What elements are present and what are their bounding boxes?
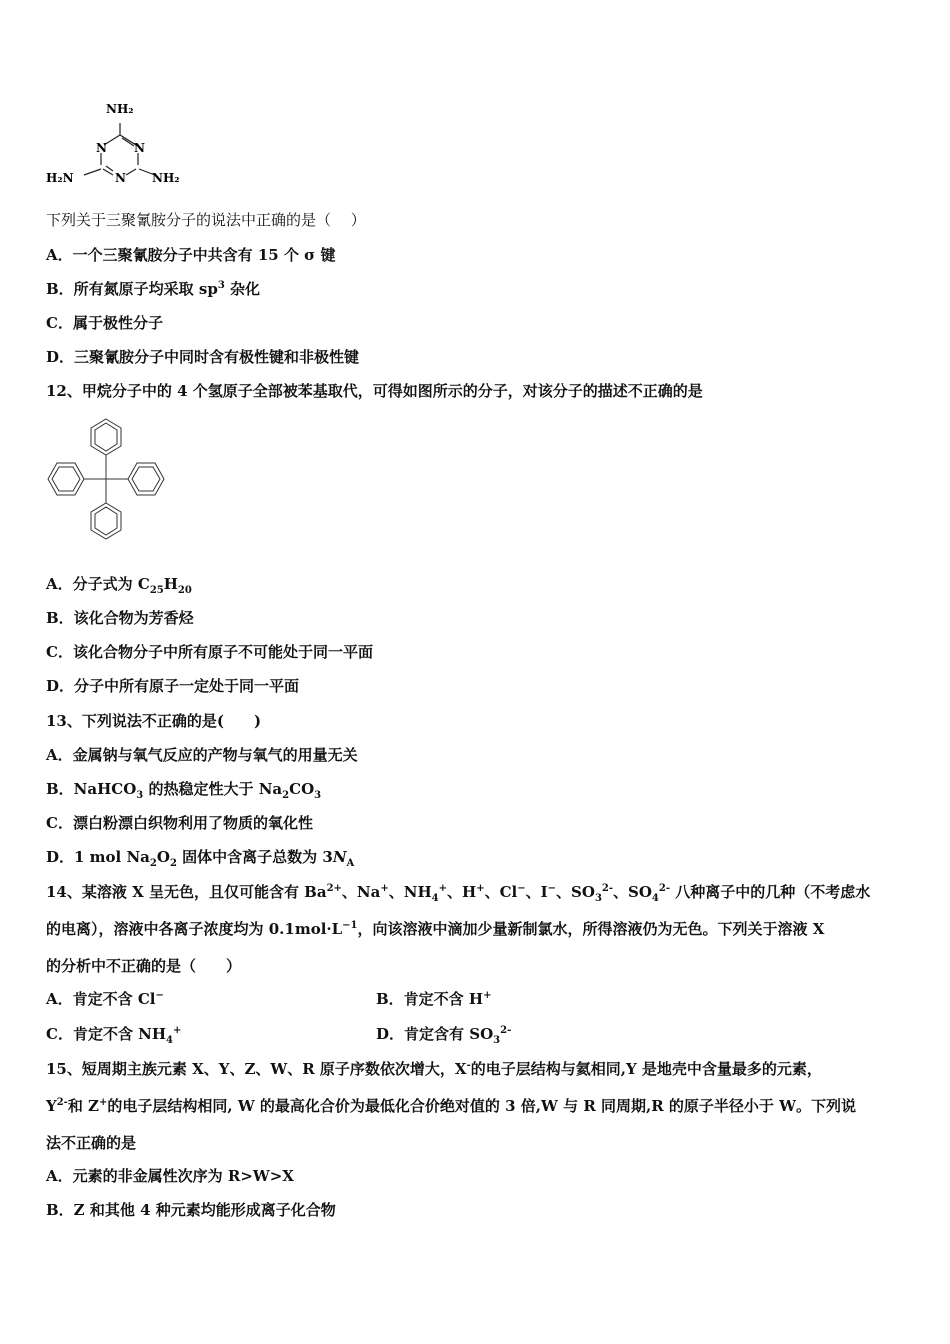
- q15-option-a: A．元素的非金属性次序为 R>W>X: [46, 1167, 294, 1185]
- q13-stem: 13、下列说法不正确的是( ): [46, 712, 262, 730]
- melamine-ring-n3: N: [115, 171, 126, 185]
- q13-option-b: B．NaHCO$_3$ 的热稳定性大于 $Na_2CO_3$: [46, 780, 322, 801]
- q14-option-c: C．肯定不含 $NH_4^+$: [46, 1025, 182, 1046]
- q15-option-b: B．Z 和其他 4 种元素均能形成离子化合物: [46, 1201, 336, 1219]
- q14-option-d: D．肯定含有 $SO_3^{2-}$: [376, 1025, 512, 1046]
- q12-option-d: D．分子中所有原子一定处于同一平面: [46, 677, 300, 695]
- q14-stem-line1: 14、某溶液 X 呈无色，且仅可能含有 $Ba^{2+}$、Na+、$NH_4^+$、H+、Cl−、I−、$SO_3^{2-}$、$SO_4^{2-}$ 八种离子中的几种（不考虑水: [46, 883, 871, 904]
- melamine-ring-n1: N: [96, 141, 107, 155]
- q15-stem-line1: 15、短周期主族元素 X、Y、Z、W、R 原子序数依次增大，X-的电子层结构与氦相同,Y 是地壳中含量最多的元素，: [46, 1060, 822, 1078]
- q15-stem-line2: $Y^{2-}$和 Z+的电子层结构相同, W 的最高化合价为最低化合价绝对值的 3 倍,W 与 R 同周期,R 的原子半径小于 W。下列说: [46, 1097, 856, 1115]
- melamine-top-label: NH₂: [106, 102, 134, 116]
- q11-stem: 下列关于三聚氰胺分子的说法中正确的是（ ）: [46, 211, 366, 229]
- q13-option-d: D．1 mol $Na_2O_2$ 固体中含离子总数为 $3N_A$: [46, 848, 355, 869]
- q14-option-b: B．肯定不含 H+: [376, 990, 492, 1008]
- q13-option-a: A．金属钠与氧气反应的产物与氧气的用量无关: [46, 746, 358, 764]
- q11-option-d: D．三聚氰胺分子中同时含有极性键和非极性键: [46, 348, 360, 366]
- q12-stem: 12、甲烷分子中的 4 个氢原子全部被苯基取代，可得如图所示的分子，对该分子的描述不正确的是: [46, 382, 703, 400]
- q14-option-a: A．肯定不含 Cl−: [46, 990, 164, 1008]
- tetraphenylmethane-structure: [44, 415, 169, 545]
- q12-option-c: C．该化合物分子中所有原子不可能处于同一平面: [46, 643, 373, 661]
- q11-option-a: A．一个三聚氰胺分子中共含有 15 个 σ 键: [46, 246, 336, 264]
- q11-option-c: C．属于极性分子: [46, 314, 163, 332]
- q12-option-b: B．该化合物为芳香烃: [46, 609, 194, 627]
- q15-stem-line3: 法不正确的是: [46, 1134, 137, 1152]
- melamine-ring-n2: N: [134, 141, 145, 155]
- q14-stem-line2: 的电离），溶液中各离子浓度均为 $0.1mol\cdot L^{-1}$，向该溶液中滴加少量新制氯水，所得溶液仍为无色。下列关于溶液 X: [46, 920, 825, 938]
- q12-option-a: A．分子式为 $C_{25}H_{20}$: [46, 575, 192, 596]
- q14-stem-line3: 的分析中不正确的是（ ）: [46, 957, 242, 975]
- q13-option-c: C．漂白粉漂白织物利用了物质的氧化性: [46, 814, 313, 832]
- melamine-structure: [40, 95, 190, 195]
- melamine-left-label: H₂N: [46, 171, 74, 185]
- q11-option-b: B．所有氮原子均采取 $sp^3$ 杂化: [46, 280, 261, 298]
- melamine-right-label: NH₂: [152, 171, 180, 185]
